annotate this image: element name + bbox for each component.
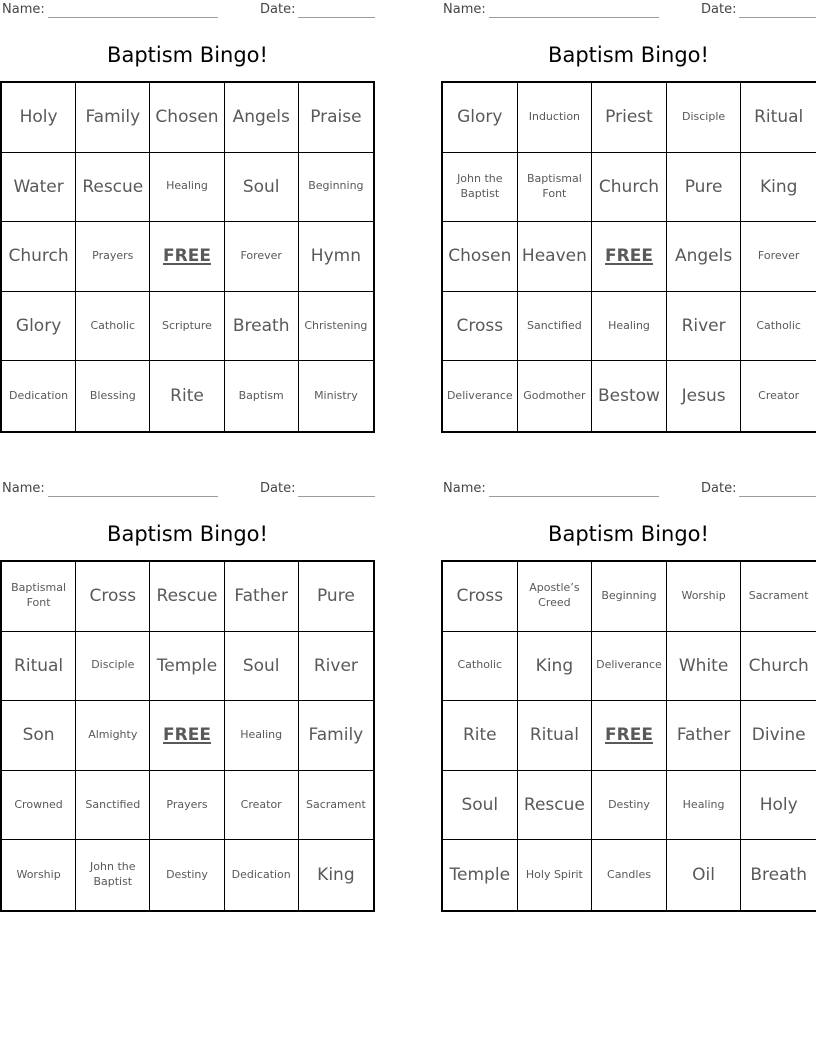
date-blank-line (298, 481, 375, 497)
card-title: Baptism Bingo! (107, 43, 268, 67)
date-label: Date: (260, 481, 296, 496)
bingo-cell: Induction (518, 83, 593, 153)
free-cell: FREE (592, 701, 667, 771)
bingo-cell: Breath (225, 292, 299, 362)
bingo-cell: Family (299, 701, 373, 771)
bingo-cell: Soul (443, 771, 518, 841)
date-blank-line (739, 2, 816, 18)
name-label: Name: (2, 481, 45, 496)
bingo-cell: Divine (741, 701, 816, 771)
bingo-cell: Christening (299, 292, 373, 362)
bingo-cell: John the Baptist (76, 840, 150, 910)
bingo-cell: Beginning (592, 562, 667, 632)
name-label: Name: (443, 2, 486, 17)
bingo-cell: Dedication (225, 840, 299, 910)
bingo-cell: Creator (225, 771, 299, 841)
bingo-cell: Angels (225, 83, 299, 153)
date-label: Date: (701, 2, 737, 17)
bingo-cell: King (518, 632, 593, 702)
name-label: Name: (2, 2, 45, 17)
free-cell: FREE (150, 222, 224, 292)
bingo-cell: Disciple (667, 83, 742, 153)
bingo-cell: Prayers (150, 771, 224, 841)
bingo-cell: Worship (667, 562, 742, 632)
bingo-cell: Sacrament (299, 771, 373, 841)
bingo-cell: Glory (2, 292, 76, 362)
bingo-cell: Ritual (741, 83, 816, 153)
bingo-cell: Prayers (76, 222, 150, 292)
bingo-card-3 (0, 479, 375, 912)
bingo-cell: Father (225, 562, 299, 632)
bingo-cell: Worship (2, 840, 76, 910)
bingo-cell: Chosen (150, 83, 224, 153)
bingo-cell: Healing (592, 292, 667, 362)
bingo-cell: Crowned (2, 771, 76, 841)
bingo-cell: Cross (443, 562, 518, 632)
bingo-card-2 (441, 0, 816, 433)
bingo-cell: Church (741, 632, 816, 702)
bingo-cell: Candles (592, 840, 667, 910)
name-blank-line (48, 481, 218, 497)
bingo-cell: Breath (750, 864, 807, 885)
card-title: Baptism Bingo! (107, 522, 268, 546)
name-blank-line (489, 2, 659, 18)
bingo-cell: Ministry (314, 388, 358, 402)
bingo-cell: Deliverance (592, 632, 667, 702)
bingo-cell: Catholic (443, 632, 518, 702)
bingo-cell: Dedication (2, 361, 76, 431)
bingo-cell: Disciple (76, 632, 150, 702)
bingo-card-1 (0, 0, 375, 433)
bingo-cell: Beginning (299, 153, 373, 223)
bingo-cell: King (317, 864, 355, 885)
bingo-cell: Blessing (76, 361, 150, 431)
bingo-cell: Angels (667, 222, 742, 292)
bingo-cell: Rescue (518, 771, 593, 841)
bingo-cell: Glory (443, 83, 518, 153)
bingo-cell: Sacrament (741, 562, 816, 632)
bingo-cell: Hymn (299, 222, 373, 292)
bingo-cell: King (741, 153, 816, 223)
bingo-cell: Rescue (76, 153, 150, 223)
bingo-grid (441, 560, 816, 912)
bingo-grid (0, 81, 375, 433)
bingo-cell: Son (2, 701, 76, 771)
bingo-cell: Sanctified (518, 292, 593, 362)
bingo-cell: Holy Spirit (518, 840, 593, 910)
bingo-grid (441, 81, 816, 433)
bingo-cell: Cross (443, 292, 518, 362)
bingo-cell: Priest (592, 83, 667, 153)
bingo-grid (0, 560, 375, 912)
bingo-cell: Healing (667, 771, 742, 841)
bingo-cell: Rite (443, 701, 518, 771)
bingo-cell: Deliverance (443, 361, 518, 431)
bingo-cell: Healing (225, 701, 299, 771)
bingo-cell: Ritual (2, 632, 76, 702)
bingo-cell: Holy (741, 771, 816, 841)
free-cell: FREE (150, 701, 224, 771)
bingo-cell: Pure (299, 562, 373, 632)
bingo-cell: Rite (150, 361, 224, 431)
date-label: Date: (701, 481, 737, 496)
bingo-cell: Jesus (667, 361, 742, 431)
bingo-cell: Soul (225, 153, 299, 223)
bingo-cell: Scripture (150, 292, 224, 362)
card-title: Baptism Bingo! (548, 43, 709, 67)
bingo-cell: Holy (2, 83, 76, 153)
bingo-cell: Pure (667, 153, 742, 223)
bingo-cell: Heaven (518, 222, 593, 292)
card-title: Baptism Bingo! (548, 522, 709, 546)
bingo-cell: Almighty (76, 701, 150, 771)
bingo-cell: Destiny (150, 840, 224, 910)
name-blank-line (48, 2, 218, 18)
bingo-cell: Family (76, 83, 150, 153)
bingo-cell: Praise (299, 83, 373, 153)
bingo-cell: Father (667, 701, 742, 771)
bingo-cell: Creator (758, 388, 800, 402)
bingo-cell: Baptismal Font (518, 153, 593, 223)
date-blank-line (298, 2, 375, 18)
bingo-cell: Catholic (76, 292, 150, 362)
bingo-cell: Temple (150, 632, 224, 702)
bingo-cell: Baptismal Font (2, 562, 76, 632)
bingo-cell: Catholic (741, 292, 816, 362)
bingo-cell: Baptism (225, 361, 299, 431)
bingo-cell: Forever (225, 222, 299, 292)
bingo-cell: Ritual (518, 701, 593, 771)
free-cell: FREE (592, 222, 667, 292)
bingo-cell: Chosen (443, 222, 518, 292)
bingo-cell: Water (2, 153, 76, 223)
bingo-cell: Temple (443, 840, 518, 910)
bingo-cell: Apostle’s Creed (518, 562, 593, 632)
bingo-cell: Destiny (592, 771, 667, 841)
bingo-cell: Rescue (150, 562, 224, 632)
bingo-cell: River (299, 632, 373, 702)
bingo-cell: White (667, 632, 742, 702)
bingo-cell: Healing (150, 153, 224, 223)
bingo-cell: Sanctified (76, 771, 150, 841)
date-label: Date: (260, 2, 296, 17)
bingo-cell: Godmother (518, 361, 593, 431)
bingo-cell: Soul (225, 632, 299, 702)
bingo-cell: Church (2, 222, 76, 292)
bingo-card-4 (441, 479, 816, 912)
bingo-cell: Church (592, 153, 667, 223)
name-label: Name: (443, 481, 486, 496)
bingo-cell: Cross (76, 562, 150, 632)
bingo-cell: Bestow (592, 361, 667, 431)
date-blank-line (739, 481, 816, 497)
bingo-cell: Oil (667, 840, 742, 910)
bingo-cell: River (667, 292, 742, 362)
bingo-cell: John the Baptist (443, 153, 518, 223)
name-blank-line (489, 481, 659, 497)
bingo-cell: Forever (741, 222, 816, 292)
